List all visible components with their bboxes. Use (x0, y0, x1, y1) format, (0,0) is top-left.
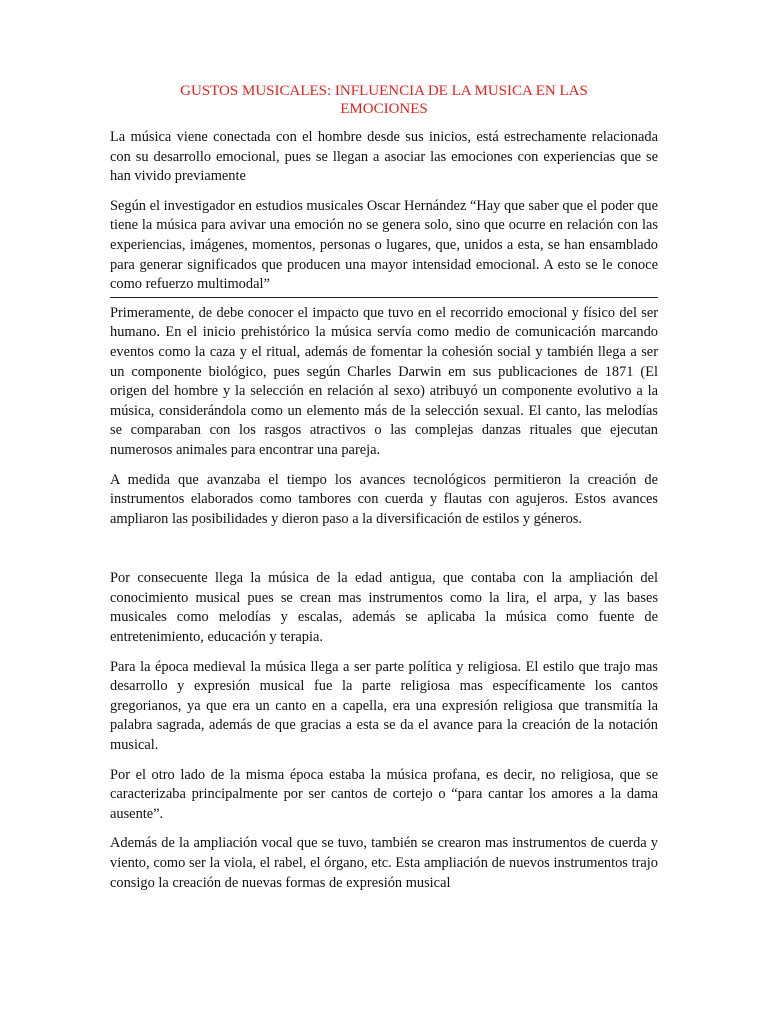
paragraph-prehistory: Primeramente, de debe conocer el impacto que tuvo en el recorrido emocional y físico del ser humano. En el inicio prehistórico la música servía como medio de comunicación marcando eventos como la caza y el ritual, además de fomentar la cohesión social y también llega a ser un componente biológico, pues según Charles Darwin em sus publicaciones de 1871 (El origen del hombre y la selección en relación al sexo) atribuyó un componente evolutivo a la música, considerándola como un elemento más de la selección sexual. El canto, las melodías se comparaban con los rasgos atractivos o las complejas danzas rituales que ejecutan numerosos animales para encontrar una pareja. (110, 304, 658, 458)
paragraph-instruments: A medida que avanzaba el tiempo los avances tecnológicos permitieron la creación de instrumentos elaborados como tambores con cuerda y flautas con agujeros. Estos avances ampliaron las posibilidades y dieron paso a la diversificación de estilos y géneros. (110, 471, 658, 527)
paragraph-antiquity: Por consecuente llega la música de la edad antigua, que contaba con la ampliación del conocimiento musical pues se crean mas instrumentos como la lira, el arpa, y las bases musicales como melodías y escalas, además se aplicaba la música como fuente de entretenimiento, educación y terapia. (110, 570, 658, 646)
document-title: GUSTOS MUSICALES: INFLUENCIA DE LA MUSICA EN LAS EMOCIONES (180, 83, 588, 117)
document-page (110, 82, 658, 903)
blank-space (110, 539, 658, 569)
paragraph-intro: La música viene conectada con el hombre desde sus inicios, está estrechamente relacionada con su desarrollo emocional, pues se llegan a asociar las emociones con experiencias que se han vivido previamente (110, 129, 658, 185)
paragraph-quote: Según el investigador en estudios musicales Oscar Hernández “Hay que saber que el poder que tiene la música para avivar una emoción no se genera solo, sino que ocurre en relación con las experiencias, imágenes, momentos, personas o lugares, que, unidos a esta, se han ensamblado para generar significados que producen una mayor intensidad emocional. A esto se le conoce como refuerzo multimodal” (110, 197, 658, 293)
paragraph-new-instruments: Además de la ampliación vocal que se tuvo, también se crearon mas instrumentos de cuerda y viento, como ser la viola, el rabel, el órgano, etc. Esta ampliación de nuevos instrumentos trajo consigo la creación de nuevas formas de expresión musical (110, 835, 658, 891)
paragraph-medieval: Para la época medieval la música llega a ser parte política y religiosa. El estilo que trajo mas desarrollo y expresión musical fue la parte religiosa mas específicamente los cantos gregorianos, ya que era un canto en a capella, era una expresión religiosa que transmitía la palabra sagrada, además de que gracias a esta se da el avance para la creación de la notación musical. (110, 658, 658, 754)
section-divider (110, 297, 658, 298)
paragraph-profane: Por el otro lado de la misma época estaba la música profana, es decir, no religiosa, que se caracterizaba principalmente por ser cantos de cortejo o “para cantar los amores a la dama ausente”. (110, 766, 658, 822)
